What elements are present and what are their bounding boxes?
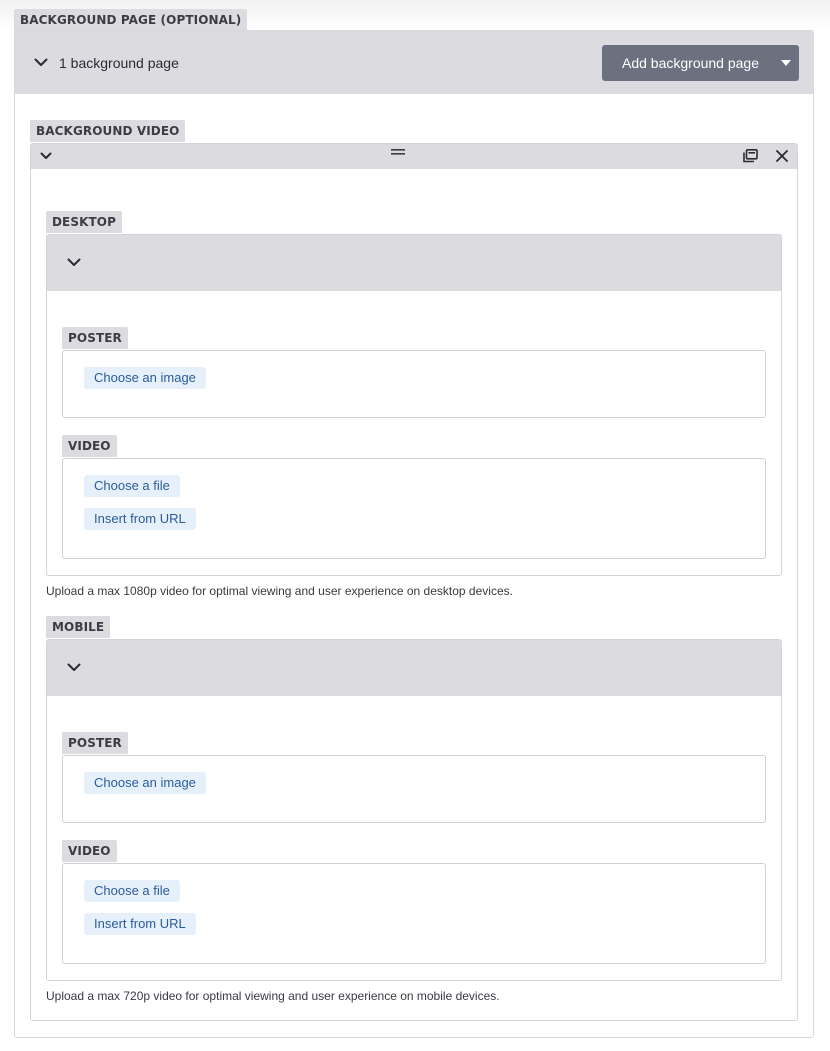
desktop-title: DESKTOP [46, 211, 122, 233]
add-background-page-label: Add background page [622, 55, 759, 71]
desktop-video-title: VIDEO [62, 435, 117, 457]
mobile-poster-choose-image-button[interactable]: Choose an image [84, 772, 206, 794]
desktop-header [47, 235, 781, 291]
desktop-poster-title: POSTER [62, 327, 128, 349]
background-page-count: 1 background page [59, 55, 179, 71]
caret-down-icon[interactable] [772, 45, 799, 81]
background-video-toolbar [31, 144, 797, 169]
mobile-hint: Upload a max 720p video for optimal viewing and user experience on mobile devices. [46, 989, 500, 1003]
mobile-video-insert-url-button[interactable]: Insert from URL [84, 913, 196, 935]
mobile-video-title: VIDEO [62, 840, 117, 862]
close-icon[interactable] [774, 148, 790, 164]
mobile-title: MOBILE [46, 616, 110, 638]
desktop-video-insert-url-button[interactable]: Insert from URL [84, 508, 196, 530]
section-title: BACKGROUND PAGE (OPTIONAL) [14, 9, 247, 31]
chevron-down-icon[interactable] [38, 148, 54, 164]
mobile-header [47, 640, 781, 696]
background-video-title: BACKGROUND VIDEO [30, 120, 185, 142]
add-background-page-button[interactable] [602, 45, 799, 81]
mobile-video-choose-file-button[interactable]: Choose a file [84, 880, 180, 902]
chevron-down-icon[interactable] [66, 254, 82, 270]
chevron-down-icon[interactable] [33, 54, 49, 70]
drag-handle-icon[interactable] [390, 144, 406, 160]
mobile-poster-title: POSTER [62, 732, 128, 754]
desktop-video-choose-file-button[interactable]: Choose a file [84, 475, 180, 497]
desktop-hint: Upload a max 1080p video for optimal viewing and user experience on desktop devices. [46, 584, 513, 598]
desktop-poster-choose-image-button[interactable]: Choose an image [84, 367, 206, 389]
chevron-down-icon[interactable] [66, 659, 82, 675]
duplicate-icon[interactable] [742, 148, 758, 164]
